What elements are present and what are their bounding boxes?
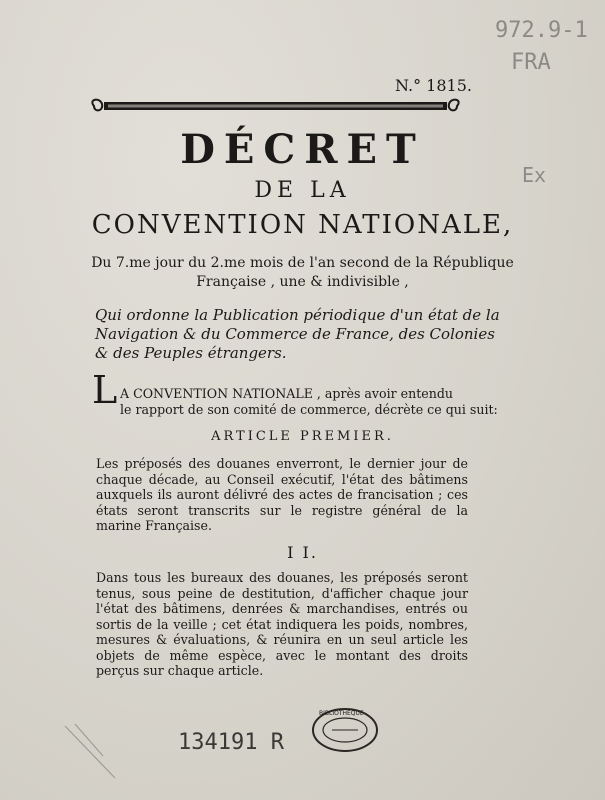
article-2-text: Dans tous les bureaux des douanes, les préposés seront tenus, sous peine de destitution, d'afficher chaque jour l'état des bâtimens, denrées & marchandises, entrés ou sortis de la veille ; cet état indiquera les poids, nombres, mesures & évaluations, & réunira en un seul article les objets de même espèce, avec le montant des droits perçus sur chaque article. — [96, 570, 468, 678]
date-line-1: Du 7.me jour du 2.me mois de l'an second de la République — [91, 255, 514, 271]
article-2-heading: I I. — [287, 543, 318, 562]
decree-subtitle-de-la: DE LA — [254, 178, 351, 203]
preamble-line-2: le rapport de son comité de commerce, décrète ce qui suit: — [120, 402, 498, 417]
subject-line-2: Navigation & du Commerce de France, des Colonies — [95, 325, 495, 343]
preamble-line-1: A CONVENTION NATIONALE , après avoir entendu — [120, 386, 454, 401]
catalog-mark-country: FRA — [511, 50, 551, 75]
catalog-mark-ex: Ex — [522, 163, 547, 187]
convention-nationale-heading: CONVENTION NATIONALE, — [91, 210, 514, 240]
date-line-2: Française , une & indivisible , — [196, 274, 409, 290]
pencil-mark-icon — [55, 716, 125, 786]
article-1-text: Les préposés des douanes enverront, le dernier jour de chaque décade, au Conseil exécutif, l'état des bâtimens auxquels ils auront délivré des actes de francisation ; ces états seront transcrits sur le registre général de la marine Française. — [96, 456, 468, 533]
ornamental-rule — [88, 95, 463, 117]
library-stamp-text: BIBLIOTHÈQUE — [319, 710, 364, 717]
subject-line-1: Qui ordonne la Publication périodique d'un état de la — [95, 306, 500, 324]
document-number: N.° 1815. — [395, 76, 472, 95]
decree-title: DÉCRET — [180, 126, 425, 173]
article-1-heading: ARTICLE PREMIER. — [211, 429, 394, 444]
subject-line-3: & des Peuples étrangers. — [95, 344, 287, 362]
shelfmark: 134191 R — [178, 730, 284, 755]
catalog-mark-number: 972.9-1 — [495, 18, 588, 43]
drop-cap: L — [92, 368, 118, 412]
library-stamp — [310, 706, 380, 754]
